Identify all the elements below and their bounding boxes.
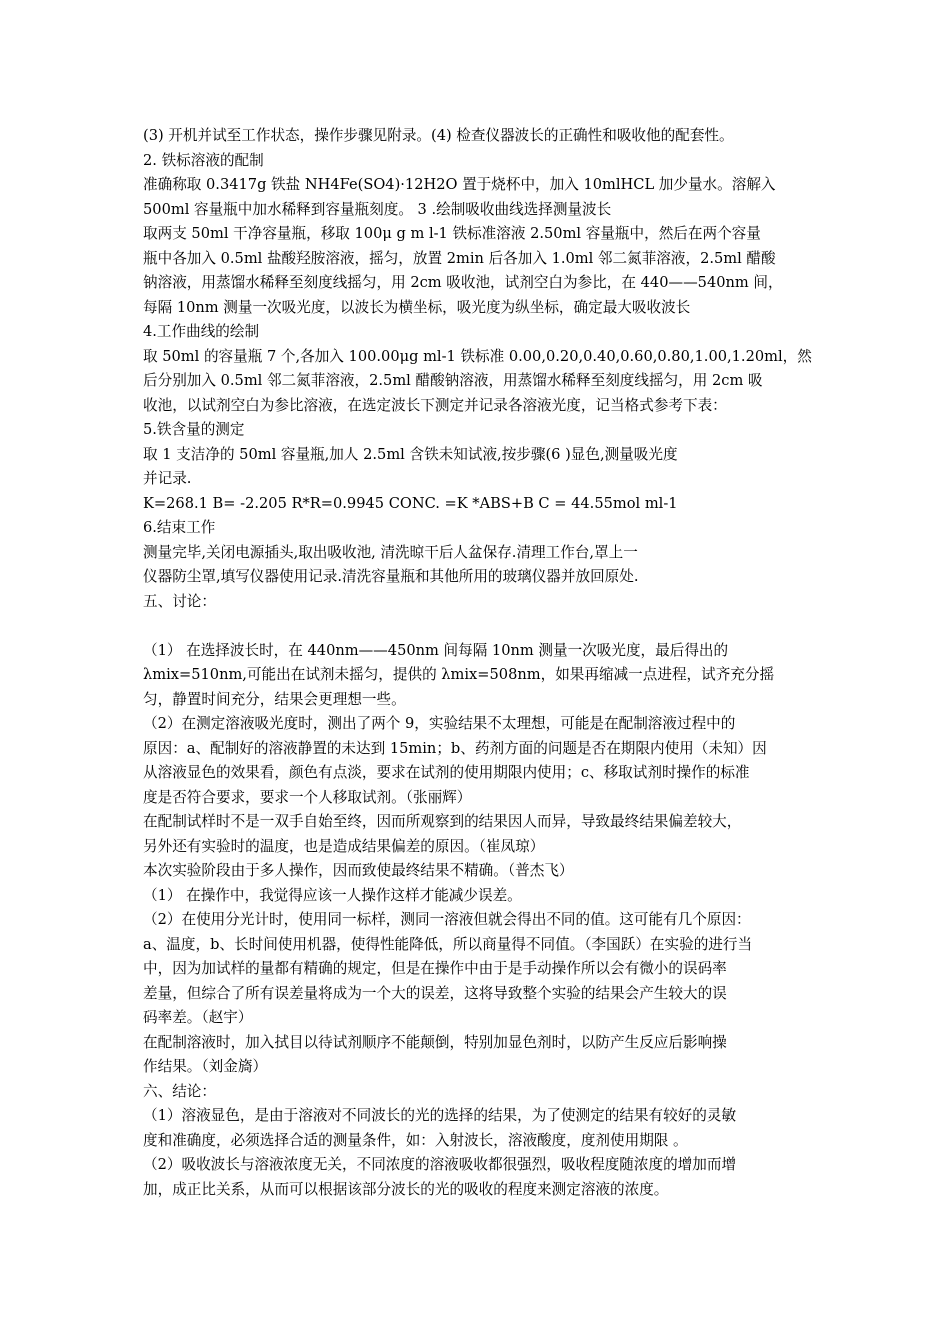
- text-line: 在配制试样时不是一双手自始至终，因而所观察到的结果因人而异，导致最终结果偏差较大，: [143, 813, 742, 830]
- text-line: 原因：a、配制好的溶液静置的未达到 15min；b、药剂方面的问题是否在期限内使用（未知）因: [143, 739, 767, 757]
- text-line: （1） 在操作中，我觉得应该一人操作这样才能减少误差。: [143, 886, 522, 904]
- text-line: (3) 开机并试至工作状态，操作步骤见附录。(4) 检查仪器波长的正确性和吸收他的配套性。: [143, 127, 734, 144]
- text-line: 在配制溶液时，加入拭目以待试剂顺序不能颠倒，特别加显色剂时，以防产生反应后影响操: [143, 1033, 727, 1051]
- text-line: 从溶液显色的效果看，颜色有点淡，要求在试剂的使用期限内使用；c、移取试剂时操作的标准: [143, 764, 750, 781]
- text-line: 作结果。（刘金旖）: [143, 1058, 268, 1075]
- text-line: 中，因为加试样的量都有精确的规定，但是在操作中由于是手动操作所以会有微小的误码率: [143, 960, 727, 977]
- text-line: 度和准确度，必须选择合适的测量条件，如：入射波长，溶液酸度，度剂使用期限 。: [143, 1131, 688, 1149]
- text-line: （1） 在选择波长时，在 440nm——450nm 间每隔 10nm 测量一次吸光度，最后得出的: [143, 641, 729, 659]
- text-line: 2. 铁标溶液的配制: [143, 151, 264, 169]
- text-line: 钠溶液，用蒸馏水稀释至刻度线摇匀，用 2cm 吸收池，试剂空白为参比，在 440——540nm 间，: [143, 274, 783, 291]
- text-line: 六、结论：: [143, 1082, 216, 1100]
- text-line: 取 1 支洁净的 50ml 容量瓶,加人 2.5ml 含铁未知试液,按步骤(6 )显色,测量吸光度: [143, 445, 678, 463]
- text-line: 差量，但综合了所有误差量将成为一个大的误差，这将导致整个实验的结果会产生较大的误: [143, 984, 727, 1002]
- text-line: 仪器防尘罩,填写仪器使用记录.清洗容量瓶和其他所用的玻璃仪器并放回原处.: [143, 568, 639, 585]
- text-line: 测量完毕,关闭电源插头,取出吸收池, 清洗晾干后人盆保存.清理工作台,罩上一: [143, 543, 638, 561]
- text-line: （2）吸收波长与溶液浓度无关，不同浓度的溶液吸收都很强烈，吸收程度随浓度的增加而增: [143, 1156, 737, 1173]
- text-line: 度是否符合要求，要求一个人移取试剂。（张丽辉）: [143, 788, 472, 806]
- text-line: 每隔 10nm 测量一次吸光度，以波长为横坐标，吸光度为纵坐标，确定最大吸收波长: [143, 298, 691, 316]
- document-body: [143, 124, 815, 1202]
- blank-line: [143, 614, 815, 639]
- text-line: 加，成正比关系，从而可以根据该部分波长的光的吸收的程度来测定溶液的浓度。: [143, 1180, 669, 1198]
- text-line: （1）溶液显色，是由于溶液对不同波长的光的选择的结果，为了使测定的结果有较好的灵敏: [143, 1107, 737, 1124]
- text-line: λmix=510nm,可能出在试剂未摇匀，提供的 λmix=508nm，如果再缩减一点进程，试齐充分摇: [143, 666, 775, 683]
- text-line: 6.结束工作: [143, 519, 216, 536]
- text-line: 本次实验阶段由于多人操作，因而致使最终结果不精确。（普杰飞）: [143, 862, 574, 879]
- text-line: 匀，静置时间充分，结果会更理想一些。: [143, 690, 406, 708]
- text-line: （2）在测定溶液吸光度时，测出了两个 9，实验结果不太理想，可能是在配制溶液过程中的: [143, 715, 736, 732]
- text-line: 4.工作曲线的绘制: [143, 323, 260, 340]
- text-line: 瓶中各加入 0.5ml 盐酸羟胺溶液，摇匀，放置 2min 后各加入 1.0ml 邻二氮菲溶液，2.5ml 醋酸: [143, 249, 776, 267]
- text-line: 准确称取 0.3417g 铁盐 NH4Fe(SO4)·12H2O 置于烧杯中，加入 10mlHCL 加少量水。溶解入: [143, 176, 776, 193]
- text-line: 取两支 50ml 干净容量瓶，移取 100μ g m l-1 铁标准溶液 2.50ml 容量瓶中，然后在两个容量: [143, 225, 761, 242]
- text-line: 码率差。（赵宇）: [143, 1009, 253, 1026]
- text-line: 500ml 容量瓶中加水稀释到容量瓶刻度。 3 .绘制吸收曲线选择测量波长: [143, 200, 612, 218]
- text-line: 另外还有实验时的温度，也是造成结果偏差的原因。（崔凤琼）: [143, 837, 545, 855]
- text-line: a、温度，b、长时间使用机器，使得性能降低，所以商量得不同值。（李国跃）在实验的进行当: [143, 935, 753, 953]
- text-line: （2）在使用分光计时，使用同一标样，测同一溶液但就会得出不同的值。这可能有几个原因：: [143, 911, 751, 928]
- text-line: 收池，以试剂空白为参比溶液，在选定波长下测定并记录各溶液光度，记当格式参考下表：: [143, 396, 727, 414]
- text-line: 后分别加入 0.5ml 邻二氮菲溶液，2.5ml 醋酸钠溶液，用蒸馏水稀释至刻度线摇匀，用 2cm 吸: [143, 372, 763, 389]
- text-line: 取 50ml 的容量瓶 7 个,各加入 100.00μg ml-1 铁标准 0.00,0.20,0.40,0.60,0.80,1.00,1.20ml，然: [143, 347, 812, 365]
- text-line: 5.铁含量的测定: [143, 421, 245, 438]
- text-line: 五、讨论：: [143, 592, 216, 610]
- text-line: 并记录.: [143, 470, 192, 487]
- text-line: K=268.1 B= -2.205 R*R=0.9945 CONC. =K *ABS+B C = 44.55mol ml-1: [143, 494, 678, 512]
